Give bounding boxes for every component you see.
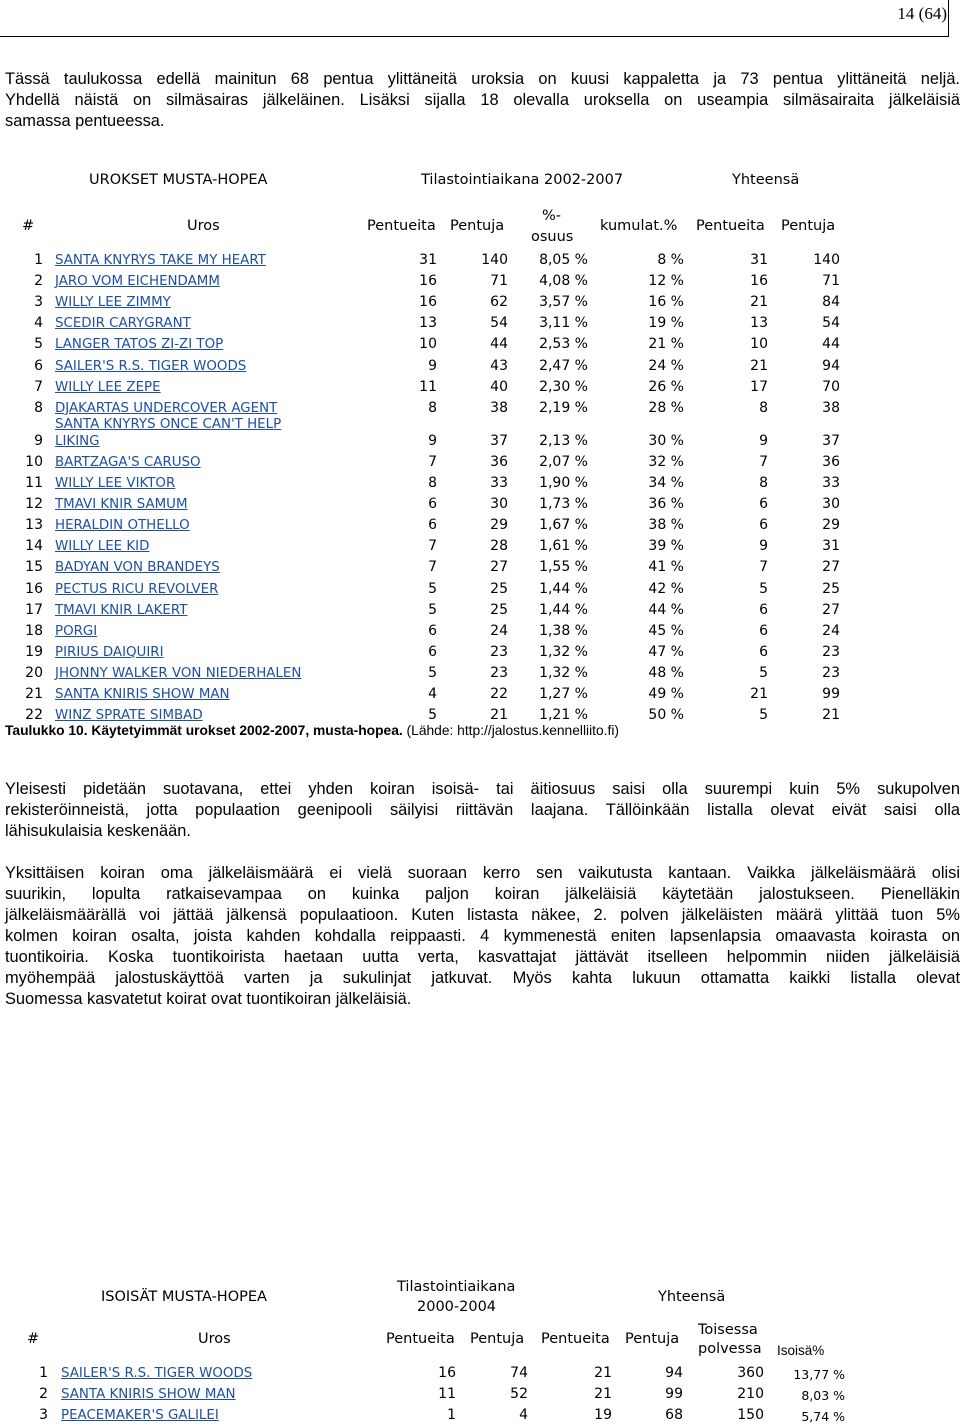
pentueita-value: 5 [428, 580, 437, 597]
osuus-value: 1,61 % [539, 538, 588, 555]
table-row [0, 1405, 960, 1426]
table-row [0, 515, 960, 536]
pentuja-value: 24 [490, 622, 508, 639]
total-pentueita-value: 9 [759, 432, 768, 449]
kumulat-value: 34 % [648, 475, 684, 491]
pentueita-value: 6 [428, 517, 437, 534]
pentuja-value: 36 [490, 453, 508, 470]
kumulat-value: 24 % [648, 357, 684, 374]
kumulat-value: 39 % [648, 538, 684, 555]
osuus-value: 2,13 % [539, 432, 588, 449]
dog-name-link[interactable]: SAILER'S R.S. TIGER WOODS [55, 358, 247, 374]
osuus-value: 2,30 % [539, 378, 588, 395]
pentuja-value: 38 [490, 399, 508, 416]
pentuja-value: 28 [490, 538, 508, 555]
dog-name-link[interactable]: PIRIUS DAIQUIRI [55, 644, 164, 660]
total-pentuja-value: 140 [813, 252, 840, 268]
table1-caption [5, 723, 619, 738]
pentueita-value: 5 [428, 601, 437, 618]
pentuja-value: 22 [490, 686, 508, 702]
kumulat-value: 28 % [648, 399, 684, 416]
total-pentueita-value: 6 [759, 622, 768, 639]
total-pentueita-value: 21 [750, 294, 768, 311]
table2-col-number: # [27, 1331, 40, 1347]
total-pentuja-value: 68 [665, 1407, 683, 1423]
dog-name-link[interactable]: SANTA KNIRIS SHOW MAN [55, 687, 230, 702]
osuus-value: 1,27 % [539, 686, 588, 702]
dog-name-link[interactable]: LIKING [55, 433, 100, 449]
table-row [0, 684, 960, 705]
osuus-value: 1,73 % [539, 496, 588, 513]
table1-col-kumulat: kumulat.% [600, 218, 678, 234]
isoisa-percent-value: 5,74 % [801, 1409, 845, 1424]
kumulat-value: 19 % [648, 315, 684, 332]
osuus-value: 1,32 % [539, 664, 588, 681]
row-number: 14 [25, 538, 43, 555]
pentuja-value: 21 [490, 707, 508, 724]
pentueita-value: 4 [428, 686, 437, 702]
dog-name-link[interactable]: PORGI [55, 623, 98, 639]
pentuja-value: 71 [490, 273, 508, 290]
total-pentueita-value: 10 [750, 336, 768, 353]
pentueita-value: 8 [428, 399, 437, 416]
pentuja-value: 43 [490, 357, 508, 374]
osuus-value: 1,55 % [539, 559, 588, 576]
pentuja-value: 27 [490, 559, 508, 576]
kumulat-value: 36 % [648, 496, 684, 513]
total-pentuja-value: 70 [822, 378, 840, 395]
osuus-value: 2,19 % [539, 399, 588, 416]
dog-name-link[interactable]: DJAKARTAS UNDERCOVER AGENT [55, 400, 278, 416]
osuus-value: 2,07 % [539, 453, 588, 470]
table2-col-pentuja: Pentuja [470, 1331, 525, 1347]
table-row [0, 313, 960, 334]
table-row [0, 494, 960, 515]
osuus-value: 1,32 % [539, 643, 588, 660]
osuus-value: 1,44 % [539, 601, 588, 618]
total-pentueita-value: 8 [759, 399, 768, 416]
paragraph-offspring [5, 863, 960, 1010]
dog-name-link[interactable]: PECTUS RICU REVOLVER [55, 581, 219, 597]
total-pentueita-value: 6 [759, 496, 768, 513]
total-pentueita-value: 5 [759, 580, 768, 597]
dog-name-link[interactable]: PEACEMAKER'S GALILEI [61, 1408, 219, 1423]
pentueita-value: 16 [419, 273, 437, 290]
pentuja-value: 30 [490, 496, 508, 513]
table-row [0, 579, 960, 600]
table2-period-line2: 2000-2004 [417, 1299, 497, 1315]
row-number: 10 [25, 453, 43, 470]
table2-col-toisessa-line1: Toisessa [698, 1322, 758, 1338]
table2-col-toisessa-line2: polvessa [698, 1341, 762, 1357]
pentueita-value: 6 [428, 496, 437, 513]
header-rule-vertical [948, 0, 949, 36]
dog-name-link[interactable]: BADYAN VON BRANDEYS [55, 560, 220, 576]
row-number: 1 [39, 1365, 48, 1381]
kumulat-value: 38 % [648, 517, 684, 534]
pentuja-value: 74 [510, 1365, 528, 1381]
table1-title: UROKSET MUSTA-HOPEA [89, 172, 268, 188]
table2-total-heading: Yhteensä [658, 1289, 726, 1305]
table2-col-total-pentueita: Pentueita [541, 1331, 610, 1347]
table-row [0, 1363, 960, 1384]
header-rule-horizontal [0, 36, 949, 37]
table-row [0, 473, 960, 494]
toisessa-polvessa-value: 360 [737, 1365, 764, 1381]
dog-name-link-line1[interactable]: SANTA KNYRYS ONCE CAN'T HELP [55, 416, 282, 432]
total-pentuja-value: 54 [822, 315, 840, 332]
dog-name-link[interactable]: WILLY LEE ZEPE [55, 379, 161, 395]
osuus-value: 1,67 % [539, 517, 588, 534]
dog-name-link[interactable]: HERALDIN OTHELLO [55, 518, 190, 534]
table2-col-uros: Uros [198, 1331, 231, 1347]
table-row [0, 642, 960, 663]
kumulat-value: 41 % [648, 559, 684, 576]
row-number: 9 [34, 432, 43, 449]
pentueita-value: 5 [428, 664, 437, 681]
dog-name-link[interactable]: SANTA KNIRIS SHOW MAN [61, 1387, 236, 1402]
paragraph-line: tuontikoiria. Koska tuontikoirista haetaan uutta verta, kasvattajat jättävät itselleen helpommin niiden jälkeläisiä [5, 948, 960, 966]
table2-col-isoisa: Isoisä% [777, 1343, 825, 1358]
kumulat-value: 30 % [648, 432, 684, 449]
pentuja-value: 40 [490, 378, 508, 395]
row-number: 12 [25, 496, 43, 513]
table2-col-pentueita: Pentueita [386, 1331, 455, 1347]
table-row [0, 452, 960, 473]
table1-caption-label: Taulukko 10. Käytetyimmät urokset 2002-2007, musta-hopea. [5, 723, 403, 738]
total-pentuja-value: 94 [665, 1365, 683, 1381]
table-row [0, 271, 960, 292]
pentueita-value: 13 [419, 315, 437, 332]
table1-caption-source: (Lähde: http://jalostus.kennelliito.fi) [402, 723, 619, 738]
total-pentueita-value: 6 [759, 601, 768, 618]
total-pentueita-value: 7 [759, 559, 768, 576]
total-pentueita-value: 7 [759, 453, 768, 470]
toisessa-polvessa-value: 210 [737, 1386, 764, 1402]
paragraph-line: Yleisesti pidetään suotavana, ettei yhden koiran isoisä- tai äitiosuus saisi olla suurempi kuin 5% sukupolven [5, 780, 960, 798]
total-pentueita-value: 16 [750, 273, 768, 290]
osuus-value: 1,38 % [539, 622, 588, 639]
kumulat-value: 45 % [648, 622, 684, 639]
row-number: 21 [25, 686, 43, 702]
table-row [0, 1384, 960, 1405]
row-number: 2 [39, 1386, 48, 1402]
total-pentueita-value: 31 [750, 252, 768, 268]
pentueita-value: 1 [447, 1407, 456, 1423]
pentuja-value: 62 [490, 294, 508, 311]
osuus-value: 1,21 % [539, 707, 588, 724]
pentueita-value: 5 [428, 707, 437, 724]
pentuja-value: 4 [519, 1407, 528, 1423]
dog-name-link[interactable]: JHONNY WALKER VON NIEDERHALEN [55, 665, 302, 681]
pentueita-value: 9 [428, 357, 437, 374]
dog-name-link[interactable]: SCEDIR CARYGRANT [55, 316, 191, 332]
pentueita-value: 6 [428, 643, 437, 660]
pentuja-value: 23 [490, 643, 508, 660]
paragraph-line: lähisukulaisia keskenään. [5, 822, 191, 840]
intro-paragraph [5, 69, 960, 132]
row-number: 5 [34, 336, 43, 353]
pentuja-value: 54 [490, 315, 508, 332]
kumulat-value: 8 % [657, 252, 684, 268]
dog-name-link[interactable]: LANGER TATOS ZI-ZI TOP [55, 337, 224, 353]
total-pentuja-value: 71 [822, 273, 840, 290]
total-pentuja-value: 84 [822, 294, 840, 311]
osuus-value: 1,44 % [539, 580, 588, 597]
pentuja-value: 25 [490, 601, 508, 618]
dog-name-link[interactable]: WILLY LEE KID [55, 539, 150, 555]
table2-col-total-pentuja: Pentuja [625, 1331, 680, 1347]
total-pentuja-value: 94 [822, 357, 840, 374]
row-number: 2 [34, 273, 43, 290]
kumulat-value: 42 % [648, 580, 684, 597]
pentueita-value: 31 [419, 252, 437, 268]
kumulat-value: 44 % [648, 601, 684, 618]
total-pentuja-value: 24 [822, 622, 840, 639]
row-number: 11 [25, 475, 43, 491]
row-number: 20 [25, 664, 43, 681]
total-pentuja-value: 30 [822, 496, 840, 513]
total-pentueita-value: 21 [594, 1365, 612, 1381]
kumulat-value: 47 % [648, 643, 684, 660]
total-pentuja-value: 27 [822, 559, 840, 576]
table1-col-osuus-line1: %- [542, 208, 562, 224]
intro-line: Tässä taulukossa edellä mainitun 68 pentua ylittäneitä uroksia on kuusi kappaletta ja 73 pentua ylittäneitä neljä. [5, 70, 960, 88]
table1-col-pentueita: Pentueita [367, 218, 436, 234]
total-pentueita-value: 5 [759, 707, 768, 724]
row-number: 3 [39, 1407, 48, 1423]
table1-col-pentuja: Pentuja [450, 218, 505, 234]
table-row [0, 377, 960, 398]
row-number: 16 [25, 580, 43, 597]
total-pentuja-value: 23 [822, 664, 840, 681]
paragraph-line: suurikin, lopulta ratkaisevampaa on kuinka paljon koiran jälkeläisiä käytetään jalostukseen. Pienelläkin [5, 885, 960, 903]
total-pentueita-value: 21 [750, 357, 768, 374]
pentuja-value: 25 [490, 580, 508, 597]
total-pentuja-value: 21 [822, 707, 840, 724]
row-number: 18 [25, 622, 43, 639]
dog-name-link[interactable]: WILLY LEE ZIMMY [55, 295, 171, 311]
kumulat-value: 16 % [648, 294, 684, 311]
total-pentueita-value: 8 [759, 475, 768, 491]
intro-line: Yhdellä näistä on silmäsairas jälkeläinen. Lisäksi sijalla 18 olevalla uroksella on useampia silmäsairaita jälkeläisiä [5, 91, 960, 109]
total-pentueita-value: 6 [759, 517, 768, 534]
osuus-value: 2,53 % [539, 336, 588, 353]
pentueita-value: 9 [428, 432, 437, 449]
row-number: 15 [25, 559, 43, 576]
table1-col-uros: Uros [187, 218, 220, 234]
page-number: 14 (64) [897, 4, 947, 23]
row-number: 17 [25, 601, 43, 618]
table-row [0, 536, 960, 557]
paragraph-line: jälkeläismäärällä voi jättää jälkensä populaatioon. Kuten listasta näkee, 2. polven jälkeläisten määrä ylittää tuon 5% [5, 906, 960, 924]
table-row [0, 416, 960, 452]
table-row [0, 334, 960, 355]
total-pentueita-value: 6 [759, 643, 768, 660]
kumulat-value: 12 % [648, 273, 684, 290]
total-pentuja-value: 25 [822, 580, 840, 597]
paragraph-line: kolmen koiran osalta, joista kahden kohdalla reippaasti. 4 kymmenestä eniten lapsenlapsia omaavasta koirasta on [5, 927, 960, 945]
pentuja-value: 52 [510, 1386, 528, 1402]
dog-name-link[interactable]: WILLY LEE VIKTOR [55, 476, 176, 491]
table1-period: Tilastointiaikana 2002-2007 [421, 172, 624, 188]
total-pentueita-value: 17 [750, 378, 768, 395]
total-pentuja-value: 29 [822, 517, 840, 534]
osuus-value: 3,11 % [539, 315, 588, 332]
table-row [0, 663, 960, 684]
total-pentuja-value: 33 [822, 475, 840, 491]
isoisa-percent-value: 13,77 % [793, 1367, 845, 1382]
table1-total-heading: Yhteensä [732, 172, 800, 188]
total-pentuja-value: 44 [822, 336, 840, 353]
dog-name-link[interactable]: TMAVI KNIR LAKERT [55, 602, 188, 618]
table1-col-total-pentuja: Pentuja [781, 218, 836, 234]
pentueita-value: 16 [419, 294, 437, 311]
dog-name-link[interactable]: TMAVI KNIR SAMUM [55, 497, 188, 513]
dog-name-link[interactable]: WINZ SPRATE SIMBAD [55, 708, 203, 724]
row-number: 6 [34, 357, 43, 374]
pentuja-value: 29 [490, 517, 508, 534]
pentuja-value: 140 [481, 252, 508, 268]
row-number: 8 [34, 399, 43, 416]
row-number: 13 [25, 517, 43, 534]
row-number: 19 [25, 643, 43, 660]
pentuja-value: 44 [490, 336, 508, 353]
kumulat-value: 50 % [648, 707, 684, 724]
intro-line: samassa pentueessa. [5, 112, 165, 130]
paragraph-grandparent-share [5, 779, 960, 842]
osuus-value: 2,47 % [539, 357, 588, 374]
total-pentuja-value: 36 [822, 453, 840, 470]
row-number: 4 [34, 315, 43, 332]
paragraph-line: rekisteröinneistä, jotta populaation geenipooli säilyisi riittävän laajana. Tällöinkään listalla olevat eivät saisi olla [5, 801, 960, 819]
table1-col-osuus-line2: osuus [531, 229, 574, 245]
osuus-value: 3,57 % [539, 294, 588, 311]
kumulat-value: 48 % [648, 664, 684, 681]
table-row [0, 292, 960, 313]
dog-name-link[interactable]: BARTZAGA'S CARUSO [55, 454, 201, 470]
total-pentuja-value: 37 [822, 432, 840, 449]
kumulat-value: 49 % [648, 686, 684, 702]
pentueita-value: 11 [419, 378, 437, 395]
row-number: 7 [34, 378, 43, 395]
osuus-value: 1,90 % [539, 475, 588, 491]
table-row [0, 356, 960, 377]
paragraph-line: Suomessa kasvatetut koirat ovat tuontikoiran jälkeläisiä. [5, 990, 412, 1008]
table-row [0, 557, 960, 578]
pentuja-value: 33 [490, 475, 508, 491]
total-pentuja-value: 27 [822, 601, 840, 618]
pentueita-value: 11 [438, 1386, 456, 1402]
pentueita-value: 8 [428, 475, 437, 491]
total-pentueita-value: 21 [750, 686, 768, 702]
table1-col-number: # [22, 218, 35, 234]
total-pentuja-value: 23 [822, 643, 840, 660]
dog-name-link[interactable]: SANTA KNYRYS TAKE MY HEART [55, 253, 266, 268]
paragraph-line: myöhempää jalostuskäyttöä varten ja sukulinjat jatkuvat. Myös kahta lukuun ottamatta kaikki listalla olevat [5, 969, 960, 987]
table-row [0, 600, 960, 621]
pentuja-value: 37 [490, 432, 508, 449]
total-pentueita-value: 13 [750, 315, 768, 332]
pentueita-value: 7 [428, 538, 437, 555]
kumulat-value: 32 % [648, 453, 684, 470]
total-pentueita-value: 21 [594, 1386, 612, 1402]
pentuja-value: 23 [490, 664, 508, 681]
kumulat-value: 21 % [648, 336, 684, 353]
total-pentuja-value: 31 [822, 538, 840, 555]
pentueita-value: 7 [428, 559, 437, 576]
row-number: 22 [25, 707, 43, 724]
isoisa-percent-value: 8,03 % [801, 1388, 845, 1403]
kumulat-value: 26 % [648, 378, 684, 395]
table-row [0, 621, 960, 642]
total-pentuja-value: 38 [822, 399, 840, 416]
table2-period-line1: Tilastointiaikana [397, 1279, 516, 1295]
total-pentuja-value: 99 [665, 1386, 683, 1402]
table2-title: ISOISÄT MUSTA-HOPEA [101, 1289, 267, 1305]
dog-name-link[interactable]: SAILER'S R.S. TIGER WOODS [61, 1366, 253, 1381]
row-number: 3 [34, 294, 43, 311]
pentueita-value: 7 [428, 453, 437, 470]
osuus-value: 4,08 % [539, 273, 588, 290]
total-pentueita-value: 5 [759, 664, 768, 681]
row-number: 1 [34, 252, 43, 268]
table1-col-total-pentueita: Pentueita [696, 218, 765, 234]
total-pentueita-value: 9 [759, 538, 768, 555]
total-pentuja-value: 99 [822, 686, 840, 702]
pentueita-value: 10 [419, 336, 437, 353]
pentueita-value: 16 [438, 1365, 456, 1381]
pentueita-value: 6 [428, 622, 437, 639]
total-pentueita-value: 19 [594, 1407, 612, 1423]
dog-name-link[interactable]: JARO VOM EICHENDAMM [55, 274, 220, 290]
osuus-value: 8,05 % [539, 252, 588, 268]
paragraph-line: Yksittäisen koiran oma jälkeläismäärä ei vielä suoraan kerro sen vaikutusta kantaan. Vaikka jälkeläismäärä olisi [5, 864, 960, 882]
table-row [0, 250, 960, 271]
toisessa-polvessa-value: 150 [737, 1407, 764, 1423]
